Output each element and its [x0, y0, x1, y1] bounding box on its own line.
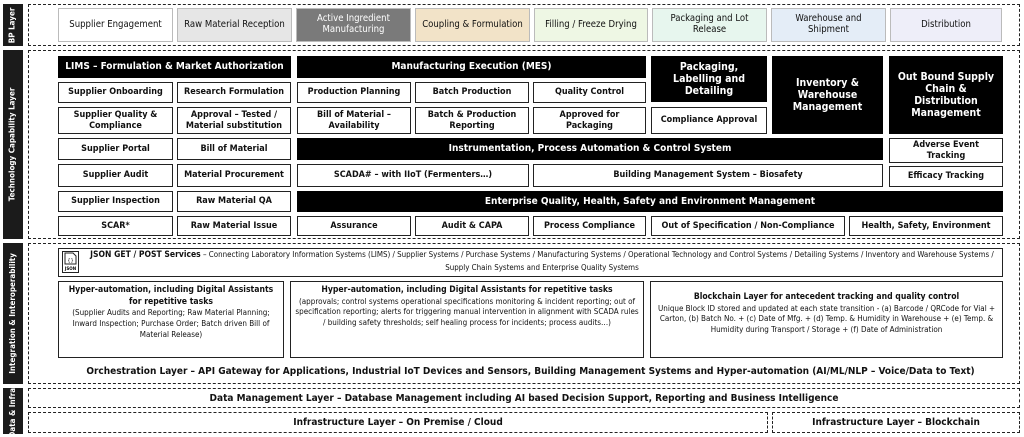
- orchestration-layer: Orchestration Layer – API Gateway for Applications, Industrial IoT Devices and Sensors, Building Management Systems and Hyper-automation (AI/ML/NLP – Voice/Data to Text): [86, 365, 975, 377]
- outbound-header: Out Bound Supply Chain & Distribution Management: [889, 56, 1003, 134]
- data-management-layer: Data Management Layer – Database Management including AI based Decision Support, Reporting and Business Intelligence: [209, 392, 839, 404]
- batch-production-reporting: Batch & Production Reporting: [415, 107, 529, 134]
- adverse-event-tracking: Adverse Event Tracking: [889, 138, 1003, 163]
- blockchain-text: Unique Block ID stored and updated at each state transition - (a) Barcode / QRCode for Vial + Carton, (b) Batch No. + (c) Date of Mfg. + (d) Temp. & Humidity in Warehouse + (e) Temp. & Humidity during Transport / Storage + (f) Date of Administration: [657, 303, 996, 335]
- compliance-approval: Compliance Approval: [651, 107, 767, 134]
- audit-capa: Audit & CAPA: [415, 216, 529, 236]
- hyper-automation-box-2: [290, 281, 644, 358]
- bp-layer-label: BP Layer: [7, 7, 17, 43]
- scada: SCADA# – with IIoT (Fermenters…): [297, 164, 529, 187]
- material-procurement: Material Procurement: [177, 164, 291, 187]
- packaging-header: Packaging, Labelling and Detailing: [651, 56, 767, 102]
- supplier-audit: Supplier Audit: [58, 164, 173, 187]
- json-icon: [62, 251, 79, 273]
- inventory-header: Inventory & Warehouse Management: [772, 56, 883, 134]
- blockchain-layer-box: [650, 281, 1003, 358]
- bp-stage-3: Active Ingredient Manufacturing: [296, 8, 411, 42]
- supplier-portal: Supplier Portal: [58, 138, 173, 160]
- lims-header: LIMS – Formulation & Market Authorization: [58, 56, 291, 78]
- scar: SCAR*: [58, 216, 173, 236]
- data-infra-layer-label: Data & Infra.: [7, 384, 17, 437]
- blockchain-title: Blockchain Layer for antecedent tracking and quality control: [693, 292, 960, 302]
- json-services-description: – Connecting Laboratory Information Systems (LIMS) / Supplier Systems / Purchase Systems / Manufacturing Systems / Operational Technology and Control Systems / Detailing Systems / Inventory and Warehouse Systems / Supply Chain Systems and Enterprise Quality Systems: [200, 250, 994, 272]
- assurance: Assurance: [297, 216, 411, 236]
- sidebar-data-infra-layer: [3, 384, 23, 437]
- bp-stage-2: Raw Material Reception: [177, 8, 292, 42]
- bp-stage-5: Filling / Freeze Drying: [534, 8, 648, 42]
- json-services-text: [84, 249, 1000, 276]
- hyper-automation-box-1: [58, 281, 284, 358]
- building-management-system: Building Management System – Biosafety: [533, 164, 883, 187]
- json-icon-label: JSON: [64, 267, 77, 272]
- hyper-automation-2-title: Hyper-automation, including Digital Assistants for repetitive tasks: [321, 285, 613, 295]
- hyper-automation-1-title: Hyper-automation, including Digital Assistants for repetitive tasks: [68, 285, 274, 307]
- raw-material-issue: Raw Material Issue: [177, 216, 291, 236]
- health-safety-environment: Health, Safety, Environment: [849, 216, 1003, 236]
- infra-blockchain-layer: Infrastructure Layer – Blockchain: [812, 417, 980, 428]
- tech-layer-label: Technology Capability Layer: [7, 87, 17, 202]
- instrumentation-header: Instrumentation, Process Automation & Control System: [297, 138, 883, 160]
- raw-material-qa: Raw Material QA: [177, 191, 291, 212]
- infra-onprem-layer: Infrastructure Layer – On Premise / Cloud: [293, 417, 503, 428]
- hyper-automation-2-text: (approvals; control systems operational specifications monitoring & incident reporting; out of specification reporting; alerts for triggering manual intervention in alignment with SCADA rules / building safety thresholds; self healing process for incidents; process audits…): [295, 296, 639, 328]
- svg-text:{}: {}: [67, 258, 74, 264]
- bp-stage-4: Coupling & Formulation: [415, 8, 530, 42]
- bp-stage-6: Packaging and Lot Release: [652, 8, 767, 42]
- out-of-specification: Out of Specification / Non-Compliance: [651, 216, 845, 236]
- supplier-onboarding: Supplier Onboarding: [58, 82, 173, 103]
- bom-availability: Bill of Material – Availability: [297, 107, 411, 134]
- sidebar-technology-layer: [3, 50, 23, 239]
- quality-control: Quality Control: [533, 82, 646, 103]
- supplier-inspection: Supplier Inspection: [58, 191, 173, 212]
- supplier-quality-compliance: Supplier Quality & Compliance: [58, 107, 173, 134]
- approved-for-packaging: Approved for Packaging: [533, 107, 646, 134]
- mes-header: Manufacturing Execution (MES): [297, 56, 646, 78]
- bp-stage-7: Warehouse and Shipment: [771, 8, 886, 42]
- json-services-title: JSON GET / POST Services: [90, 250, 201, 260]
- hyper-automation-1-text: (Supplier Audits and Reporting; Raw Material Planning; Inward Inspection; Purchase Order; Batch driven Bill of Material Release): [72, 308, 270, 339]
- bp-stage-8: Distribution: [890, 8, 1002, 42]
- approval-tested: Approval – Tested / Material substitution: [177, 107, 291, 134]
- process-compliance: Process Compliance: [533, 216, 646, 236]
- bp-stage-1: Supplier Engagement: [58, 8, 173, 42]
- research-formulation: Research Formulation: [177, 82, 291, 103]
- batch-production: Batch Production: [415, 82, 529, 103]
- production-planning: Production Planning: [297, 82, 411, 103]
- sidebar-integration-layer: [3, 243, 23, 384]
- eqhse-header: Enterprise Quality, Health, Safety and Environment Management: [297, 191, 1003, 212]
- sidebar-bp-layer: [3, 4, 23, 46]
- integration-layer-label: Integration & Interoperability: [7, 253, 17, 374]
- bill-of-material: Bill of Material: [177, 138, 291, 160]
- efficacy-tracking: Efficacy Tracking: [889, 166, 1003, 187]
